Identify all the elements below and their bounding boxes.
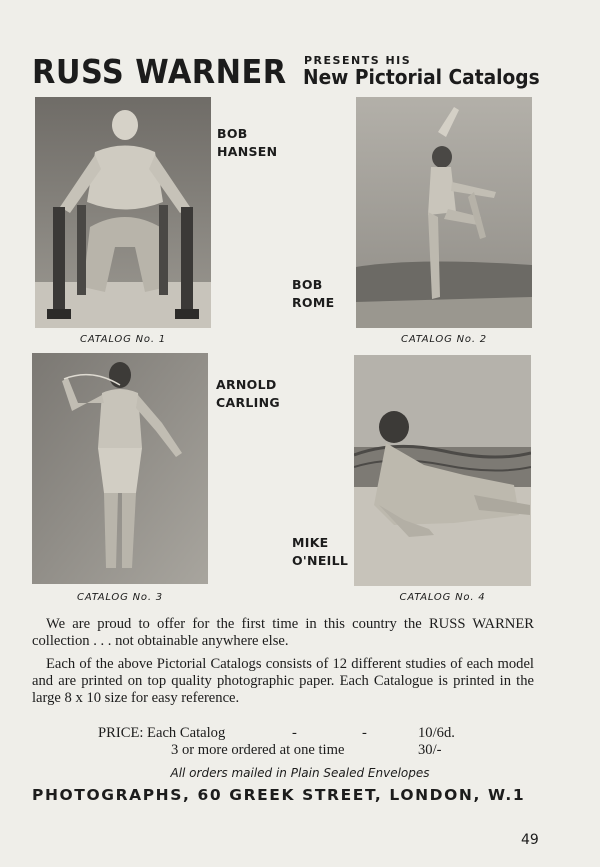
photo-reclining-model-icon [354,355,531,586]
catalog-caption-1: CATALOG No. 1 [80,334,166,345]
brand-title: RUSS WARNER [32,52,287,91]
price-label: PRICE: Each Catalog [98,725,226,741]
bulk-price-label: 3 or more ordered at one time [171,742,345,758]
model-name-3: ARNOLD CARLING [216,377,280,410]
catalog-caption-4: CATALOG No. 4 [399,592,486,603]
page-number: 49 [521,832,539,848]
presents-label: PRESENTS HIS [304,54,412,67]
photo-kneeling-model-icon [35,97,211,328]
details-paragraph: Each of the above Pictorial Catalogs consists of 12 different studies of each model and are printed on top quality photographic paper. Each Catalogue is printed in the large 8 x 10 size for easy reference. [32,656,534,706]
model-name-2: BOB ROME [292,277,335,310]
model-name-4: MIKE O'NEILL [292,535,349,568]
price-dash-2: - [362,725,367,741]
single-price: 10/6d. [418,725,455,741]
bulk-price: 30/- [418,742,442,758]
sealed-envelopes-note: All orders mailed in Plain Sealed Envelopes [170,766,430,780]
catalog-caption-3: CATALOG No. 3 [77,592,163,603]
photo-kicking-model-icon [356,97,532,328]
studio-address: PHOTOGRAPHS, 60 GREEK STREET, LONDON, W.1 [32,786,526,804]
price-dash-1: - [292,725,297,741]
catalog-caption-2: CATALOG No. 2 [401,334,487,345]
photo-standing-model-icon [32,353,208,584]
intro-paragraph: We are proud to offer for the first time in this country the RUSS WARNER collection . . . not obtainable anywhere else. [32,616,534,649]
model-name-1: BOB HANSEN [217,126,278,159]
catalog-subtitle: New Pictorial Catalogs [303,65,540,89]
